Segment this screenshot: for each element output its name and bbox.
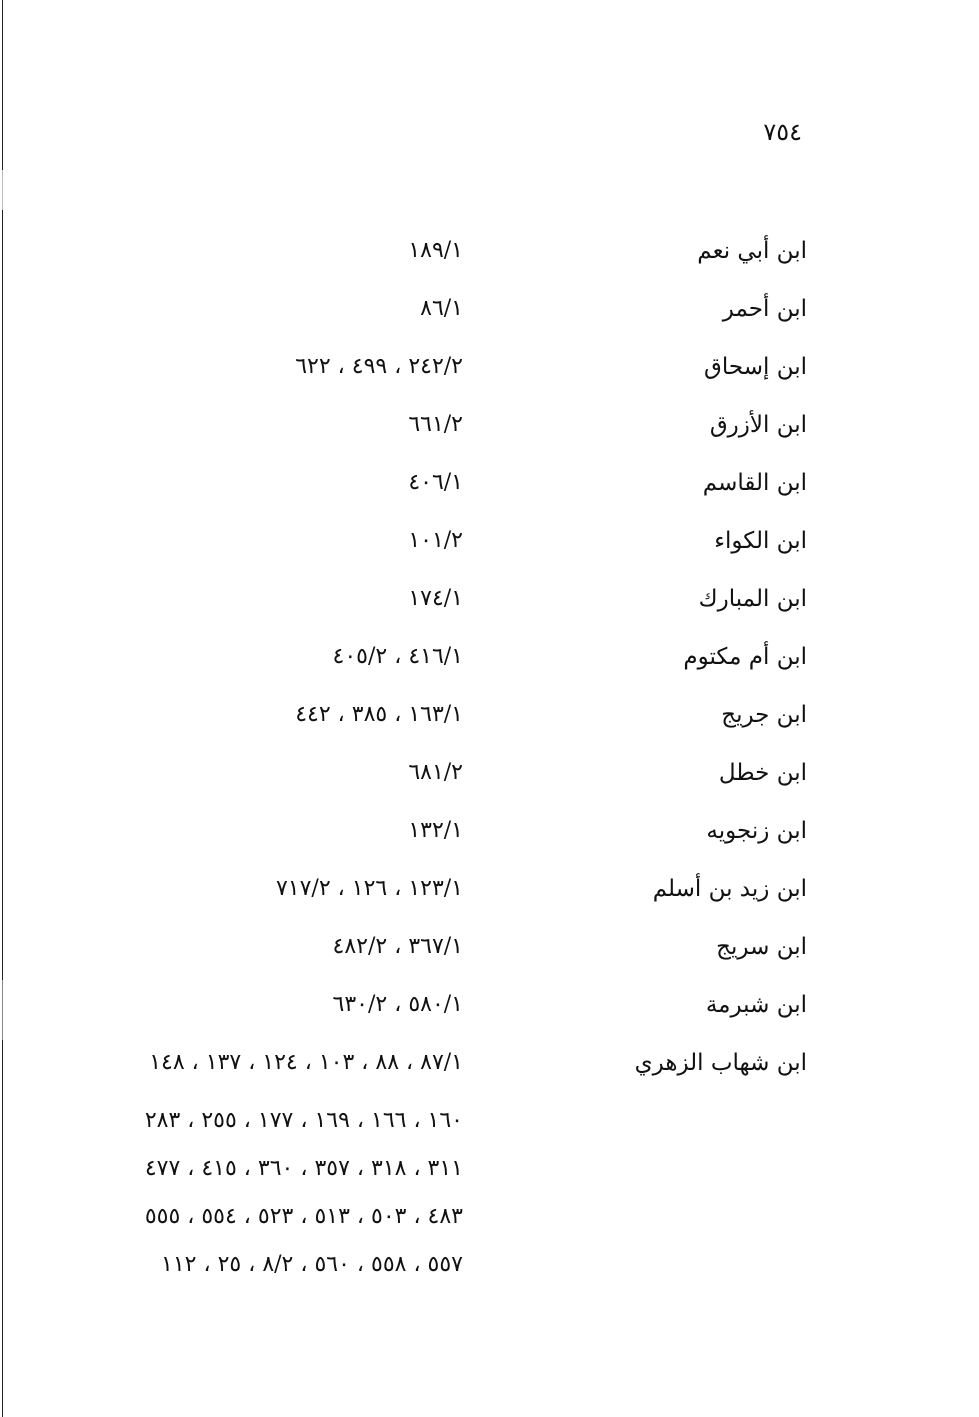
reference-line: ١٦٣/١ ، ٣٨٥ ، ٤٤٢ bbox=[295, 702, 463, 727]
page-number: ٧٥٤ bbox=[763, 118, 802, 146]
index-entry bbox=[0, 918, 979, 976]
entry-name: ابن الأزرق bbox=[709, 412, 807, 438]
reference-line: ٨٧/١ ، ٨٨ ، ١٠٣ ، ١٢٤ ، ١٣٧ ، ١٤٨ bbox=[149, 1050, 463, 1075]
index-entries bbox=[0, 222, 979, 1284]
entry-name: ابن شبرمة bbox=[705, 992, 807, 1018]
entry-name: ابن خطل bbox=[718, 760, 807, 786]
entry-references bbox=[420, 280, 463, 338]
entry-references bbox=[276, 860, 463, 918]
entry-references bbox=[145, 1034, 463, 1284]
entry-references bbox=[408, 802, 463, 860]
entry-name: ابن القاسم bbox=[702, 470, 807, 496]
index-entry bbox=[0, 280, 979, 338]
reference-line: ٣٦٧/١ ، ٤٨٢/٢ bbox=[332, 934, 463, 959]
index-entry bbox=[0, 570, 979, 628]
entry-references bbox=[408, 570, 463, 628]
index-entry bbox=[0, 686, 979, 744]
index-entry bbox=[0, 976, 979, 1034]
entry-references bbox=[333, 976, 463, 1034]
entry-references bbox=[408, 454, 463, 512]
entry-name: ابن أحمر bbox=[722, 296, 807, 322]
reference-line: ٦٦١/٢ bbox=[408, 412, 463, 437]
index-entry bbox=[0, 744, 979, 802]
index-entry bbox=[0, 338, 979, 396]
reference-line: ١٨٩/١ bbox=[408, 238, 463, 263]
reference-line: ١٦٠ ، ١٦٦ ، ١٦٩ ، ١٧٧ ، ٢٥٥ ، ٢٨٣ bbox=[144, 1108, 463, 1133]
entry-references bbox=[333, 918, 463, 976]
entry-references bbox=[408, 222, 463, 280]
entry-name: ابن شهاب الزهري bbox=[634, 1050, 807, 1076]
entry-name: ابن أبي نعم bbox=[697, 238, 807, 264]
entry-name: ابن سريج bbox=[716, 934, 807, 960]
reference-line: ٤٨٣ ، ٥٠٣ ، ٥١٣ ، ٥٢٣ ، ٥٥٤ ، ٥٥٥ bbox=[144, 1204, 463, 1229]
entry-references bbox=[295, 686, 463, 744]
index-entry bbox=[0, 860, 979, 918]
reference-line: ٥٥٧ ، ٥٥٨ ، ٥٦٠ ، ٨/٢ ، ٢٥ ، ١١٢ bbox=[161, 1252, 463, 1277]
index-entry bbox=[0, 454, 979, 512]
entry-name: ابن الكواء bbox=[714, 528, 807, 554]
entry-references bbox=[333, 628, 463, 686]
entry-name: ابن المبارك bbox=[698, 586, 807, 612]
reference-line: ١٧٤/١ bbox=[408, 586, 463, 611]
reference-line: ٣١١ ، ٣١٨ ، ٣٥٧ ، ٣٦٠ ، ٤١٥ ، ٤٧٧ bbox=[144, 1156, 463, 1181]
entry-references bbox=[408, 396, 463, 454]
reference-line: ١٠١/٢ bbox=[408, 528, 463, 553]
index-entry bbox=[0, 1034, 979, 1284]
index-entry bbox=[0, 396, 979, 454]
index-entry bbox=[0, 628, 979, 686]
reference-line: ٦٨١/٢ bbox=[408, 760, 463, 785]
reference-line: ١٣٢/١ bbox=[408, 818, 463, 843]
index-entry bbox=[0, 802, 979, 860]
reference-line: ٨٦/١ bbox=[420, 296, 463, 321]
index-entry bbox=[0, 222, 979, 280]
page-edge-mark bbox=[2, 170, 3, 210]
entry-name: ابن زنجويه bbox=[706, 818, 807, 844]
reference-line: ٢٤٢/٢ ، ٤٩٩ ، ٦٢٢ bbox=[295, 354, 463, 379]
reference-line: ١٢٣/١ ، ١٢٦ ، ٧١٧/٢ bbox=[275, 876, 463, 901]
reference-line: ٥٨٠/١ ، ٦٣٠/٢ bbox=[332, 992, 463, 1017]
entry-references bbox=[295, 338, 463, 396]
index-entry bbox=[0, 512, 979, 570]
reference-line: ٤٠٦/١ bbox=[408, 470, 463, 495]
entry-name: ابن أم مكتوم bbox=[683, 644, 807, 670]
entry-name: ابن زيد بن أسلم bbox=[652, 876, 807, 902]
entry-references bbox=[408, 744, 463, 802]
reference-line: ٤١٦/١ ، ٤٠٥/٢ bbox=[332, 644, 463, 669]
entry-references bbox=[408, 512, 463, 570]
entry-name: ابن إسحاق bbox=[704, 354, 807, 380]
entry-name: ابن جريج bbox=[721, 702, 807, 728]
